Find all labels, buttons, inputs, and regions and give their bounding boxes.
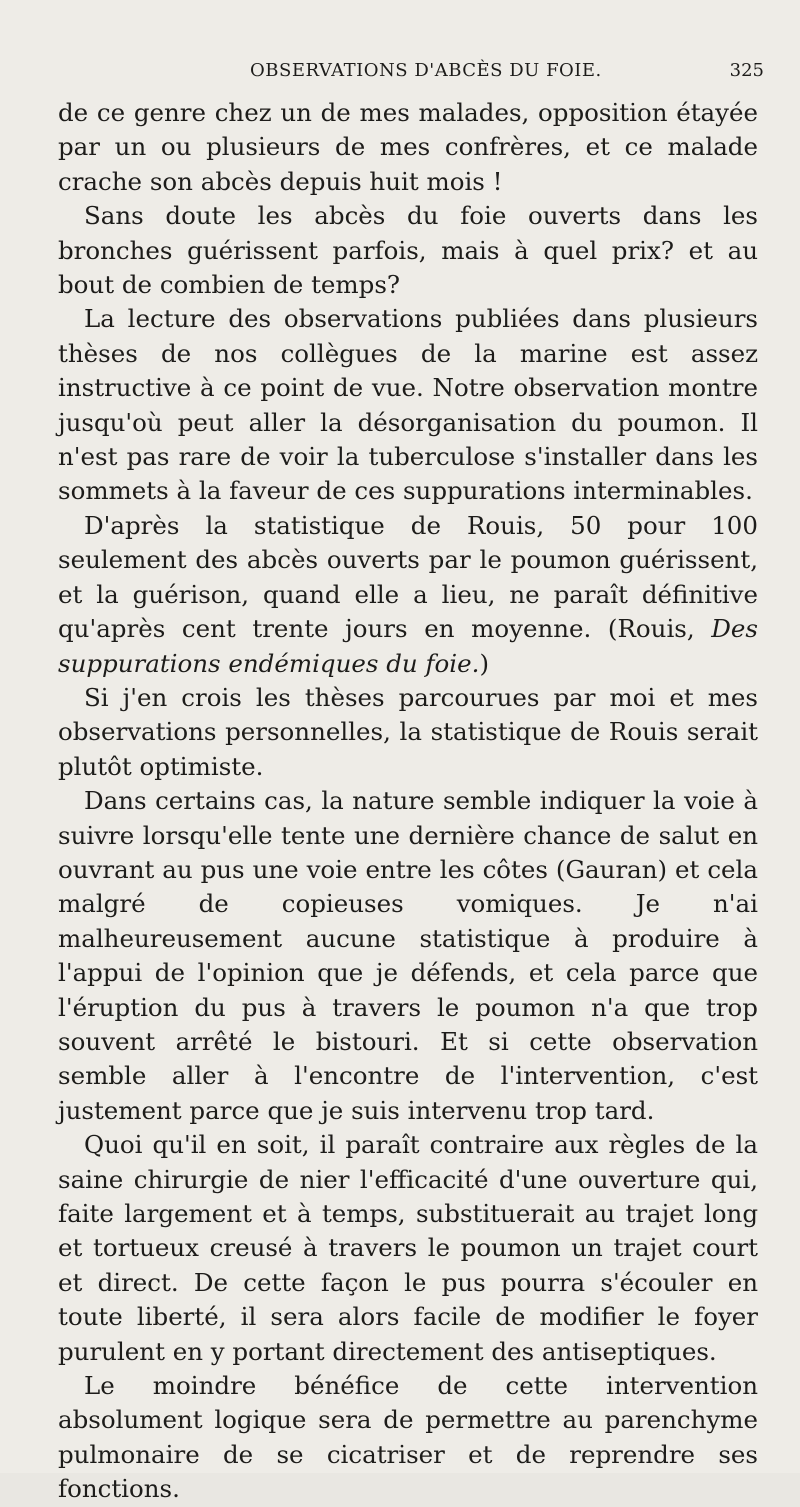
paragraph: Quoi qu'il en soit, il paraît contraire aux règles de la saine chirurgie de nier l'efficacité d'une ouverture qui, faite largement et à temps, substituerait au trajet long et tortueux creusé à travers le poumon un trajet court et direct. De cette façon le pus pourra s'écouler en toute liberté, il sera alors facile de modifier le foyer purulent en y portant directement des antiseptiques. [58, 1130, 758, 1366]
paragraph-continued: de ce genre chez un de mes malades, opposition étayée par un ou plusieurs de mes confrères, et ce malade crache son abcès depuis huit mois ! [58, 98, 758, 196]
paragraph: La lecture des observations publiées dans plusieurs thèses de nos collègues de la marine est assez instructive à ce point de vue. Notre observation montre jusqu'où peut aller la désorganisation du poumon. Il n'est pas rare de voir la tuberculose s'installer dans les sommets à la faveur de ces suppurations interminables. [58, 304, 758, 506]
paragraph: Le moindre bénéfice de cette intervention absolument logique sera de permettre au parenchyme pulmonaire de se cicatriser et de reprendre ses fonctions. [58, 1371, 758, 1504]
page-number: 325 [729, 60, 764, 81]
paragraph-with-citation [58, 509, 758, 681]
paragraph: Dans certains cas, la nature semble indiquer la voie à suivre lorsqu'elle tente une dernière chance de salut en ouvrant au pus une voie entre les côtes (Gauran) et cela malgré de copieuses vomiques. Je n'ai malheureusement aucune statistique à produire à l'appui de l'opinion que je défends, et cela parce que l'éruption du pus à travers le poumon n'a que trop souvent arrêté le bistouri. Et si cette observation semble aller à l'encontre de l'intervention, c'est justement parce que je suis intervenu trop tard. [58, 786, 758, 1125]
paragraph-text: ) [479, 648, 489, 678]
page-body [58, 96, 758, 1507]
page-header [0, 60, 800, 90]
running-title: OBSERVATIONS D'ABCÈS DU FOIE. [250, 60, 602, 81]
paragraph-text: D'après la statistique de Rouis, 50 pour 100 seulement des abcès ouverts par le poumon guérissent, et la guérison, quand elle a lieu, ne paraît définitive qu'après cent trente jours en moyenne. (Rouis, [58, 510, 758, 644]
paragraph: Si j'en crois les thèses parcourues par moi et mes observations personnelles, la statistique de Rouis serait plutôt optimiste. [58, 682, 758, 781]
paragraph: Sans doute les abcès du foie ouverts dans les bronches guérissent parfois, mais à quel prix? et au bout de combien de temps? [58, 201, 758, 300]
citation-title: Des suppurations endémiques du foie. [58, 614, 758, 678]
